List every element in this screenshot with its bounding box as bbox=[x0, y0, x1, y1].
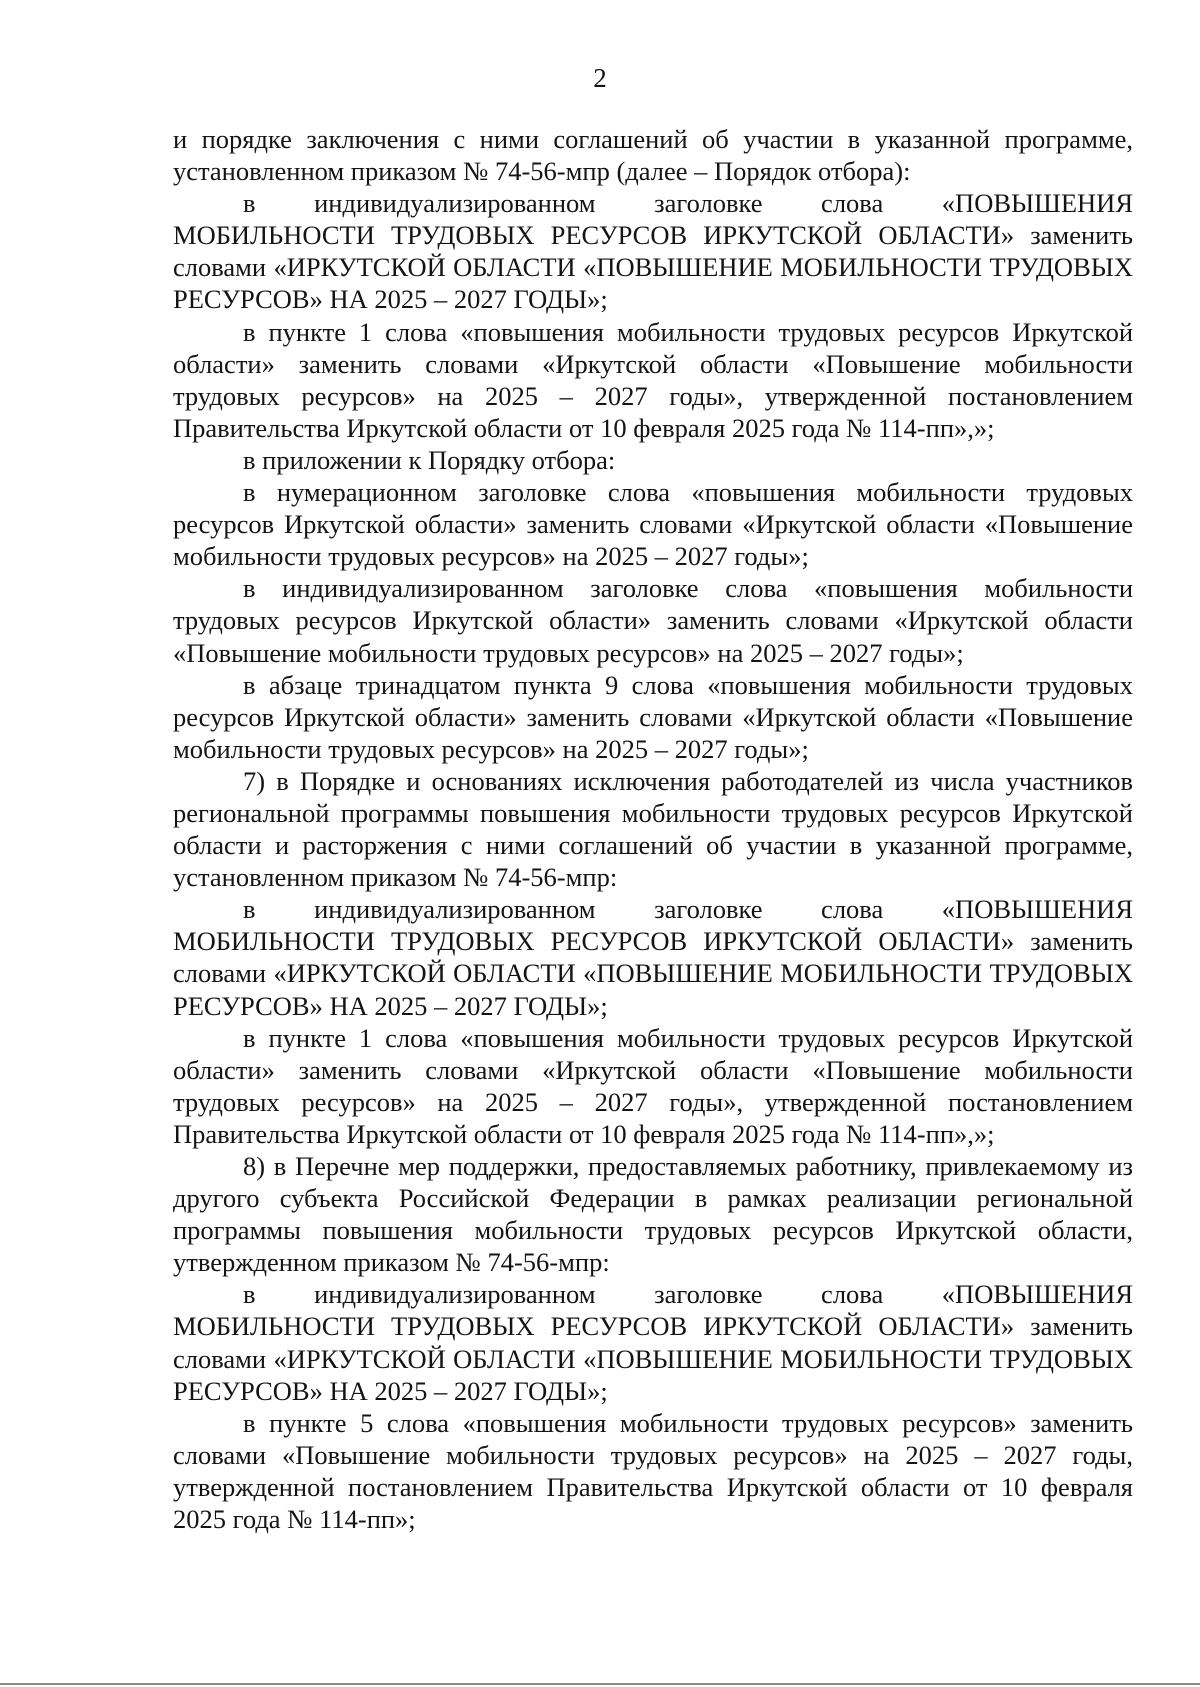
paragraph-clause-9-change: в абзаце тринадцатом пункта 9 слова «повышения мобильности трудовых ресурсов Иркутской области» заменить словами «Иркутской области «Повышение мобильности трудовых ресурсов» на 2025 – 2027 годы»; bbox=[173, 669, 1133, 764]
paragraph-continuation: и порядке заключения с ними соглашений об участии в указанной программе, установленном приказом № 74-56-мпр (далее – Порядок отбора): bbox=[173, 124, 1133, 187]
page-number: 2 bbox=[593, 63, 607, 93]
paragraph-item-8: 8) в Перечне мер поддержки, предоставляемых работнику, привлекаемому из другого субъекта Российской Федерации в рамках реализации региональной программы повышения мобильности трудовых ресурсов Иркутской области, утвержденном приказом № 74-56-мпр: bbox=[173, 1151, 1133, 1278]
document-body bbox=[173, 123, 1133, 1535]
scan-bottom-edge bbox=[0, 1683, 1200, 1685]
paragraph-numbering-heading-change: в нумерационном заголовке слова «повышения мобильности трудовых ресурсов Иркутской области» заменить словами «Иркутской области «Повышение мобильности трудовых ресурсов» на 2025 – 2027 годы»; bbox=[173, 477, 1133, 572]
paragraph-individual-heading-change: в индивидуализированном заголовке слова «повышения мобильности трудовых ресурсов Иркутской области» заменить словами «Иркутской области «Повышение мобильности трудовых ресурсов» на 2025 – 2027 годы»; bbox=[173, 573, 1133, 668]
paragraph-clause-5-change: в пункте 5 слова «повышения мобильности трудовых ресурсов» заменить словами «Повышение мобильности трудовых ресурсов» на 2025 – 2027 годы, утвержденной постановлением Правительства Иркутской области от 10 февраля 2025 года № 114-пп»; bbox=[173, 1407, 1133, 1535]
paragraph-heading-change: в индивидуализированном заголовке слова «ПОВЫШЕНИЯ МОБИЛЬНОСТИ ТРУДОВЫХ РЕСУРСОВ ИРКУТСКОЙ ОБЛАСТИ» заменить словами «ИРКУТСКОЙ ОБЛАСТИ «ПОВЫШЕНИЕ МОБИЛЬНОСТИ ТРУДОВЫХ РЕСУРСОВ» НА 2025 – 2027 ГОДЫ»; bbox=[173, 894, 1133, 1021]
paragraph-clause-1-change: в пункте 1 слова «повышения мобильности трудовых ресурсов Иркутской области» заменить словами «Иркутской области «Повышение мобильности трудовых ресурсов» на 2025 – 2027 годы», утвержденной постановлением Правительства Иркутской области от 10 февраля 2025 года № 114-пп»,»; bbox=[173, 316, 1133, 443]
paragraph-appendix-intro: в приложении к Порядку отбора: bbox=[243, 444, 616, 475]
paragraph-heading-change: в индивидуализированном заголовке слова «ПОВЫШЕНИЯ МОБИЛЬНОСТИ ТРУДОВЫХ РЕСУРСОВ ИРКУТСКОЙ ОБЛАСТИ» заменить словами «ИРКУТСКОЙ ОБЛАСТИ «ПОВЫШЕНИЕ МОБИЛЬНОСТИ ТРУДОВЫХ РЕСУРСОВ» НА 2025 – 2027 ГОДЫ»; bbox=[173, 1279, 1133, 1406]
paragraph-item-7: 7) в Порядке и основаниях исключения работодателей из числа участников региональной программы повышения мобильности трудовых ресурсов Иркутской области и расторжения с ними соглашений об участии в указанной программе, установленном приказом № 74-56-мпр: bbox=[173, 765, 1133, 893]
paragraph-heading-change: в индивидуализированном заголовке слова «ПОВЫШЕНИЯ МОБИЛЬНОСТИ ТРУДОВЫХ РЕСУРСОВ ИРКУТСКОЙ ОБЛАСТИ» заменить словами «ИРКУТСКОЙ ОБЛАСТИ «ПОВЫШЕНИЕ МОБИЛЬНОСТИ ТРУДОВЫХ РЕСУРСОВ» НА 2025 – 2027 ГОДЫ»; bbox=[173, 188, 1133, 315]
paragraph-clause-1-change: в пункте 1 слова «повышения мобильности трудовых ресурсов Иркутской области» заменить словами «Иркутской области «Повышение мобильности трудовых ресурсов» на 2025 – 2027 годы», утвержденной постановлением Правительства Иркутской области от 10 февраля 2025 года № 114-пп»,»; bbox=[173, 1022, 1133, 1149]
